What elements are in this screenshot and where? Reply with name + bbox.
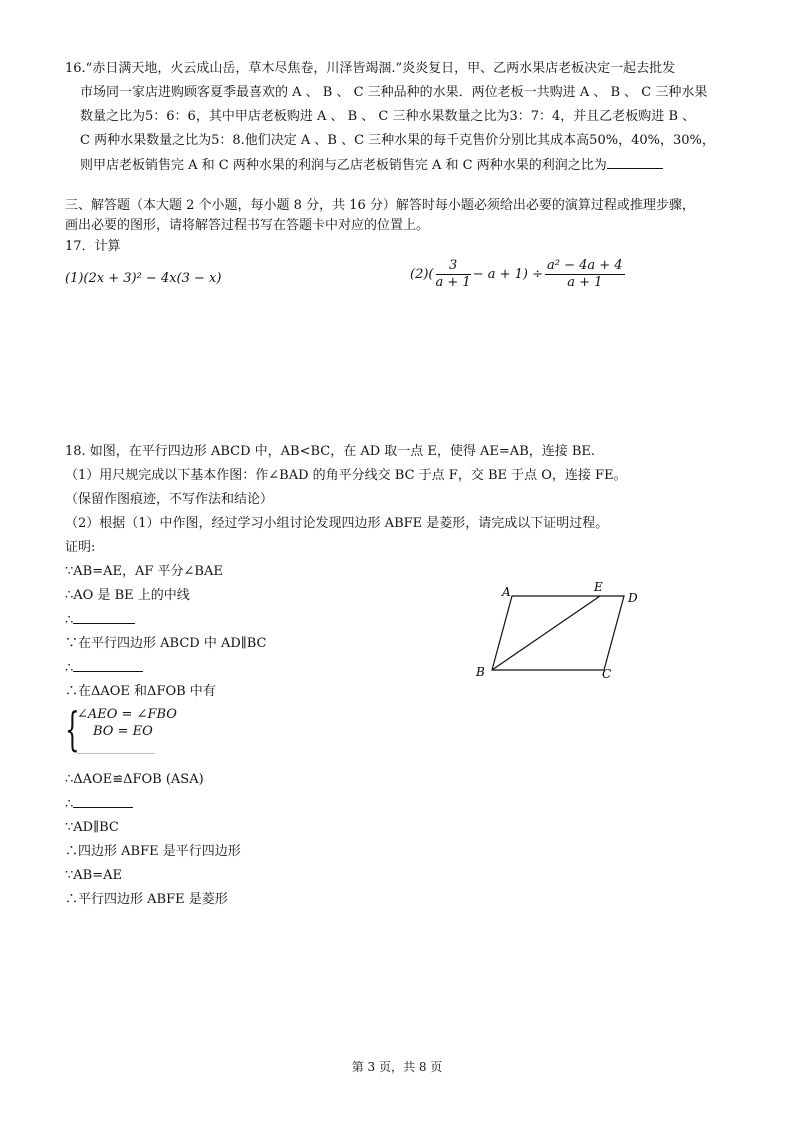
q17-part2-middle: − a + 1) ÷ (472, 267, 543, 282)
q17-part2 (410, 258, 627, 291)
system-row-1: ∠AEO = ∠FBO (77, 707, 177, 722)
left-brace: { (65, 702, 80, 756)
label-c: C (602, 667, 612, 681)
proof-step-10: ∴四边形 ABFE 是平行四边形 (65, 844, 241, 859)
q16-line-1: 16.“赤日满天地，火云成山岳，草木尽焦卷，川泽皆竭涸.”炎炎复日，甲、乙两水果店老板决定一起去批发 (65, 61, 676, 76)
proof-step-7: ∴ΔAOE≌ΔFOB (ASA) (65, 772, 204, 787)
page-footer: 第 3 页，共 8 页 (351, 1060, 443, 1074)
q17-frac1-numerator: 3 (436, 258, 471, 275)
q18-line-3: （保留作图痕迹，不写作法和结论） (65, 492, 274, 507)
proof-step-8-text: ∴ (65, 797, 74, 812)
label-d: D (628, 591, 638, 605)
system-row-3-blank[interactable] (77, 743, 155, 754)
proof-step-3-text: ∴ (65, 613, 74, 628)
parallelogram-abcd (492, 596, 624, 670)
proof-step-4: ∵在平行四边形 ABCD 中 AD∥BC (65, 636, 267, 651)
segment-be (492, 596, 600, 670)
proof-step-1: ∵AB=AE，AF 平分∠BAE (65, 564, 223, 579)
q16-line-5 (80, 156, 663, 175)
q18-line-4: （2）根据（1）中作图，经过学习小组讨论发现四边形 ABFE 是菱形，请完成以下证明过程。 (65, 516, 609, 531)
system-row-2: BO = EO (93, 724, 153, 739)
proof-blank-1[interactable] (73, 611, 135, 624)
proof-step-8 (65, 795, 133, 814)
proof-blank-2[interactable] (73, 659, 143, 672)
q17-frac2-denominator: a + 1 (567, 275, 603, 290)
q17-fraction-2 (545, 258, 625, 291)
proof-step-6: ∴在ΔAOE 和ΔFOB 中有 (65, 684, 216, 699)
q17-frac1-denominator: a + 1 (435, 275, 471, 290)
proof-step-9: ∵AD∥BC (65, 820, 119, 835)
q16-answer-blank[interactable] (607, 156, 663, 169)
section3-heading-1: 三、解答题（本大题 2 个小题，每小题 8 分，共 16 分）解答时每小题必须给出必要的演算过程或推理步骤， (65, 198, 695, 213)
q17-frac2-numerator: a² − 4a + 4 (547, 258, 623, 273)
q17-title: 17．计算 (65, 239, 121, 254)
proof-step-12: ∴平行四边形 ABFE 是菱形 (65, 892, 228, 907)
q18-line-2: （1）用尺规完成以下基本作图：作∠BAD 的角平分线交 BC 于点 F，交 BE 于点 O，连接 FE。 (65, 468, 627, 483)
q17-part2-prefix: (2)( (410, 267, 434, 282)
q18-line-1: 18. 如图，在平行四边形 ABCD 中，AB<BC，在 AD 取一点 E，使得 AE=AB，连接 BE. (65, 444, 596, 459)
section3-heading-2: 画出必要的图形，请将解答过程书写在答题卡中对应的位置上。 (65, 218, 430, 233)
proof-title: 证明: (65, 540, 96, 555)
proof-step-5 (65, 659, 143, 678)
label-a: A (502, 585, 511, 599)
label-b: B (476, 665, 485, 679)
q17-fraction-1 (436, 258, 471, 291)
proof-step-2: ∴AO 是 BE 上的中线 (65, 588, 190, 603)
proof-step-11: ∵AB=AE (65, 868, 122, 883)
q17-part1: (1)(2x + 3)² − 4x(3 − x) (65, 271, 222, 286)
q16-line-4: C 两种水果数量之比为5：8.他们决定 A 、B 、C 三种水果的每千克售价分别比其成本高50%，40%，30%， (80, 133, 715, 148)
proof-step-3 (65, 611, 135, 630)
parallelogram-figure (470, 580, 670, 690)
proof-blank-3[interactable] (73, 795, 133, 808)
proof-step-5-text: ∴ (65, 661, 74, 676)
q16-line-5-text: 则甲店老板销售完 A 和 C 两种水果的利润与乙店老板销售完 A 和 C 两种水果的利润之比为 (80, 158, 607, 173)
q16-line-2: 市场同一家店进购顾客夏季最喜欢的 A 、 B 、 C 三种品种的水果．两位老板一共购进 A 、 B 、 C 三种水果 (80, 85, 708, 100)
label-e: E (594, 580, 603, 594)
q16-line-3: 数量之比为5：6：6，其中甲店老板购进 A 、 B 、 C 三种水果数量之比为3：7：4，并且乙老板购进 B 、 (80, 109, 696, 124)
proof-equation-system (65, 702, 185, 759)
